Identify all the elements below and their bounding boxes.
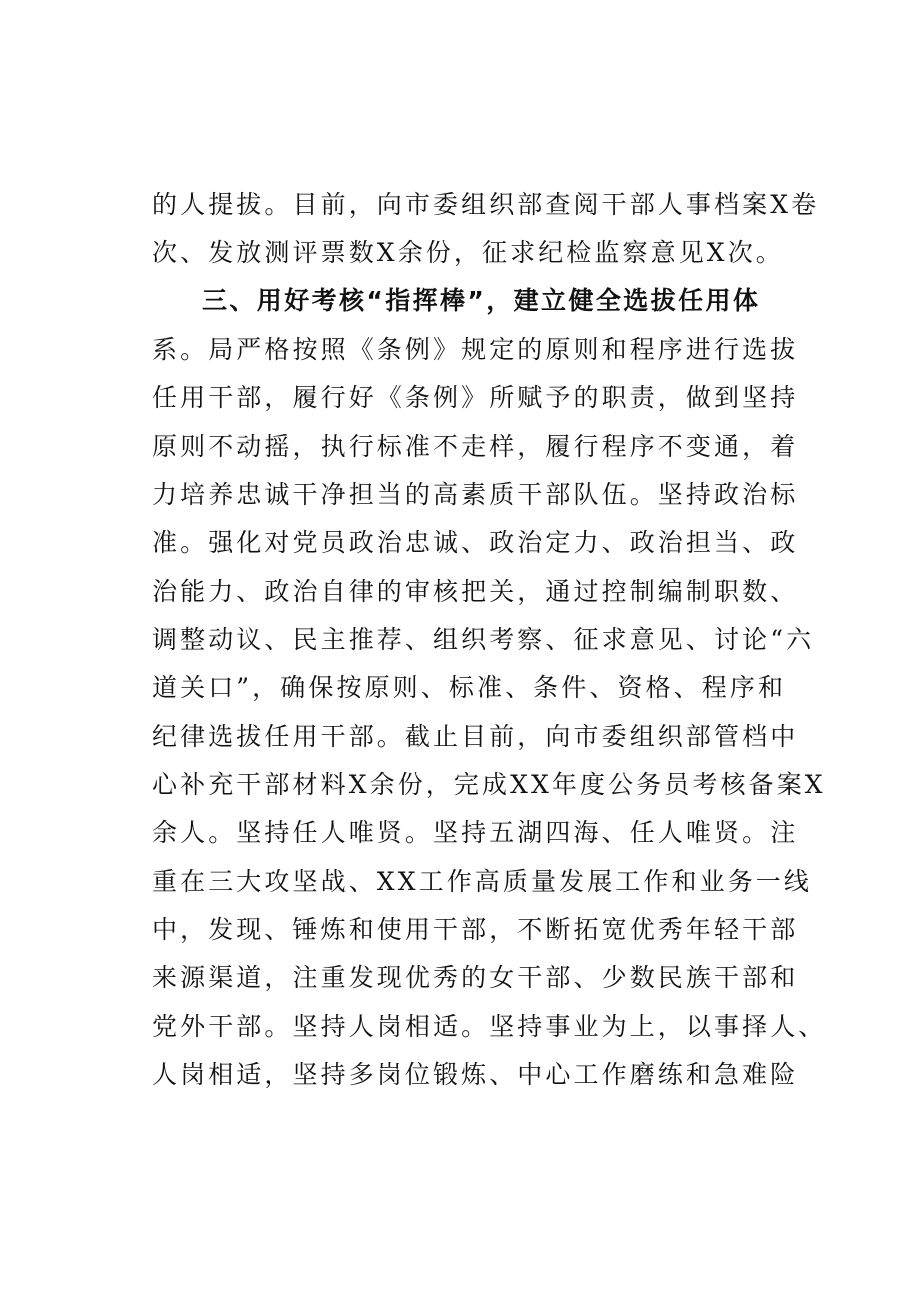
section-heading-line: 三、用好考核“指挥棒”，建立健全选拔任用体 [202, 286, 761, 315]
text-line: 重在三大攻坚战、XX工作高质量发展工作和业务一线 [152, 867, 812, 896]
text-line: 准。强化对党员政治忠诚、政治定力、政治担当、政 [152, 528, 799, 557]
text-line: 力培养忠诚干净担当的高素质干部队伍。坚持政治标 [152, 480, 799, 509]
text-line: 的人提拔。目前，向市委组织部查阅干部人事档案X卷 [152, 190, 820, 219]
text-line: 人岗相适，坚持多岗位锻炼、中心工作磨练和急难险 [152, 1060, 799, 1089]
text-line: 治能力、政治自律的审核把关，通过控制编制职数、 [152, 577, 799, 606]
text-line: 心补充干部材料X余份，完成XX年度公务员考核备案X [152, 770, 826, 799]
text-line: 中，发现、锤炼和使用干部，不断拓宽优秀年轻干部 [152, 915, 799, 944]
text-line: 原则不动摇，执行标准不走样，履行程序不变通，着 [152, 432, 799, 461]
text-line: 党外干部。坚持人岗相适。坚持事业为上，以事择人、 [152, 1012, 827, 1041]
text-line: 纪律选拔任用干部。截止目前，向市委组织部管档中 [152, 722, 799, 751]
text-line: 系。局严格按照《条例》规定的原则和程序进行选拔 [152, 335, 799, 364]
text-line: 道关口”，确保按原则、标准、条件、资格、程序和 [152, 673, 787, 702]
text-line: 余人。坚持任人唯贤。坚持五湖四海、任人唯贤。注 [152, 818, 799, 847]
text-line: 调整动议、民主推荐、组织考察、征求意见、讨论“六 [152, 625, 815, 654]
text-line: 任用干部，履行好《条例》所赋予的职责，做到坚持 [152, 383, 799, 412]
text-line: 次、发放测评票数X余份，征求纪检监察意见X次。 [152, 238, 784, 267]
text-line: 来源渠道，注重发现优秀的女干部、少数民族干部和 [152, 963, 799, 992]
